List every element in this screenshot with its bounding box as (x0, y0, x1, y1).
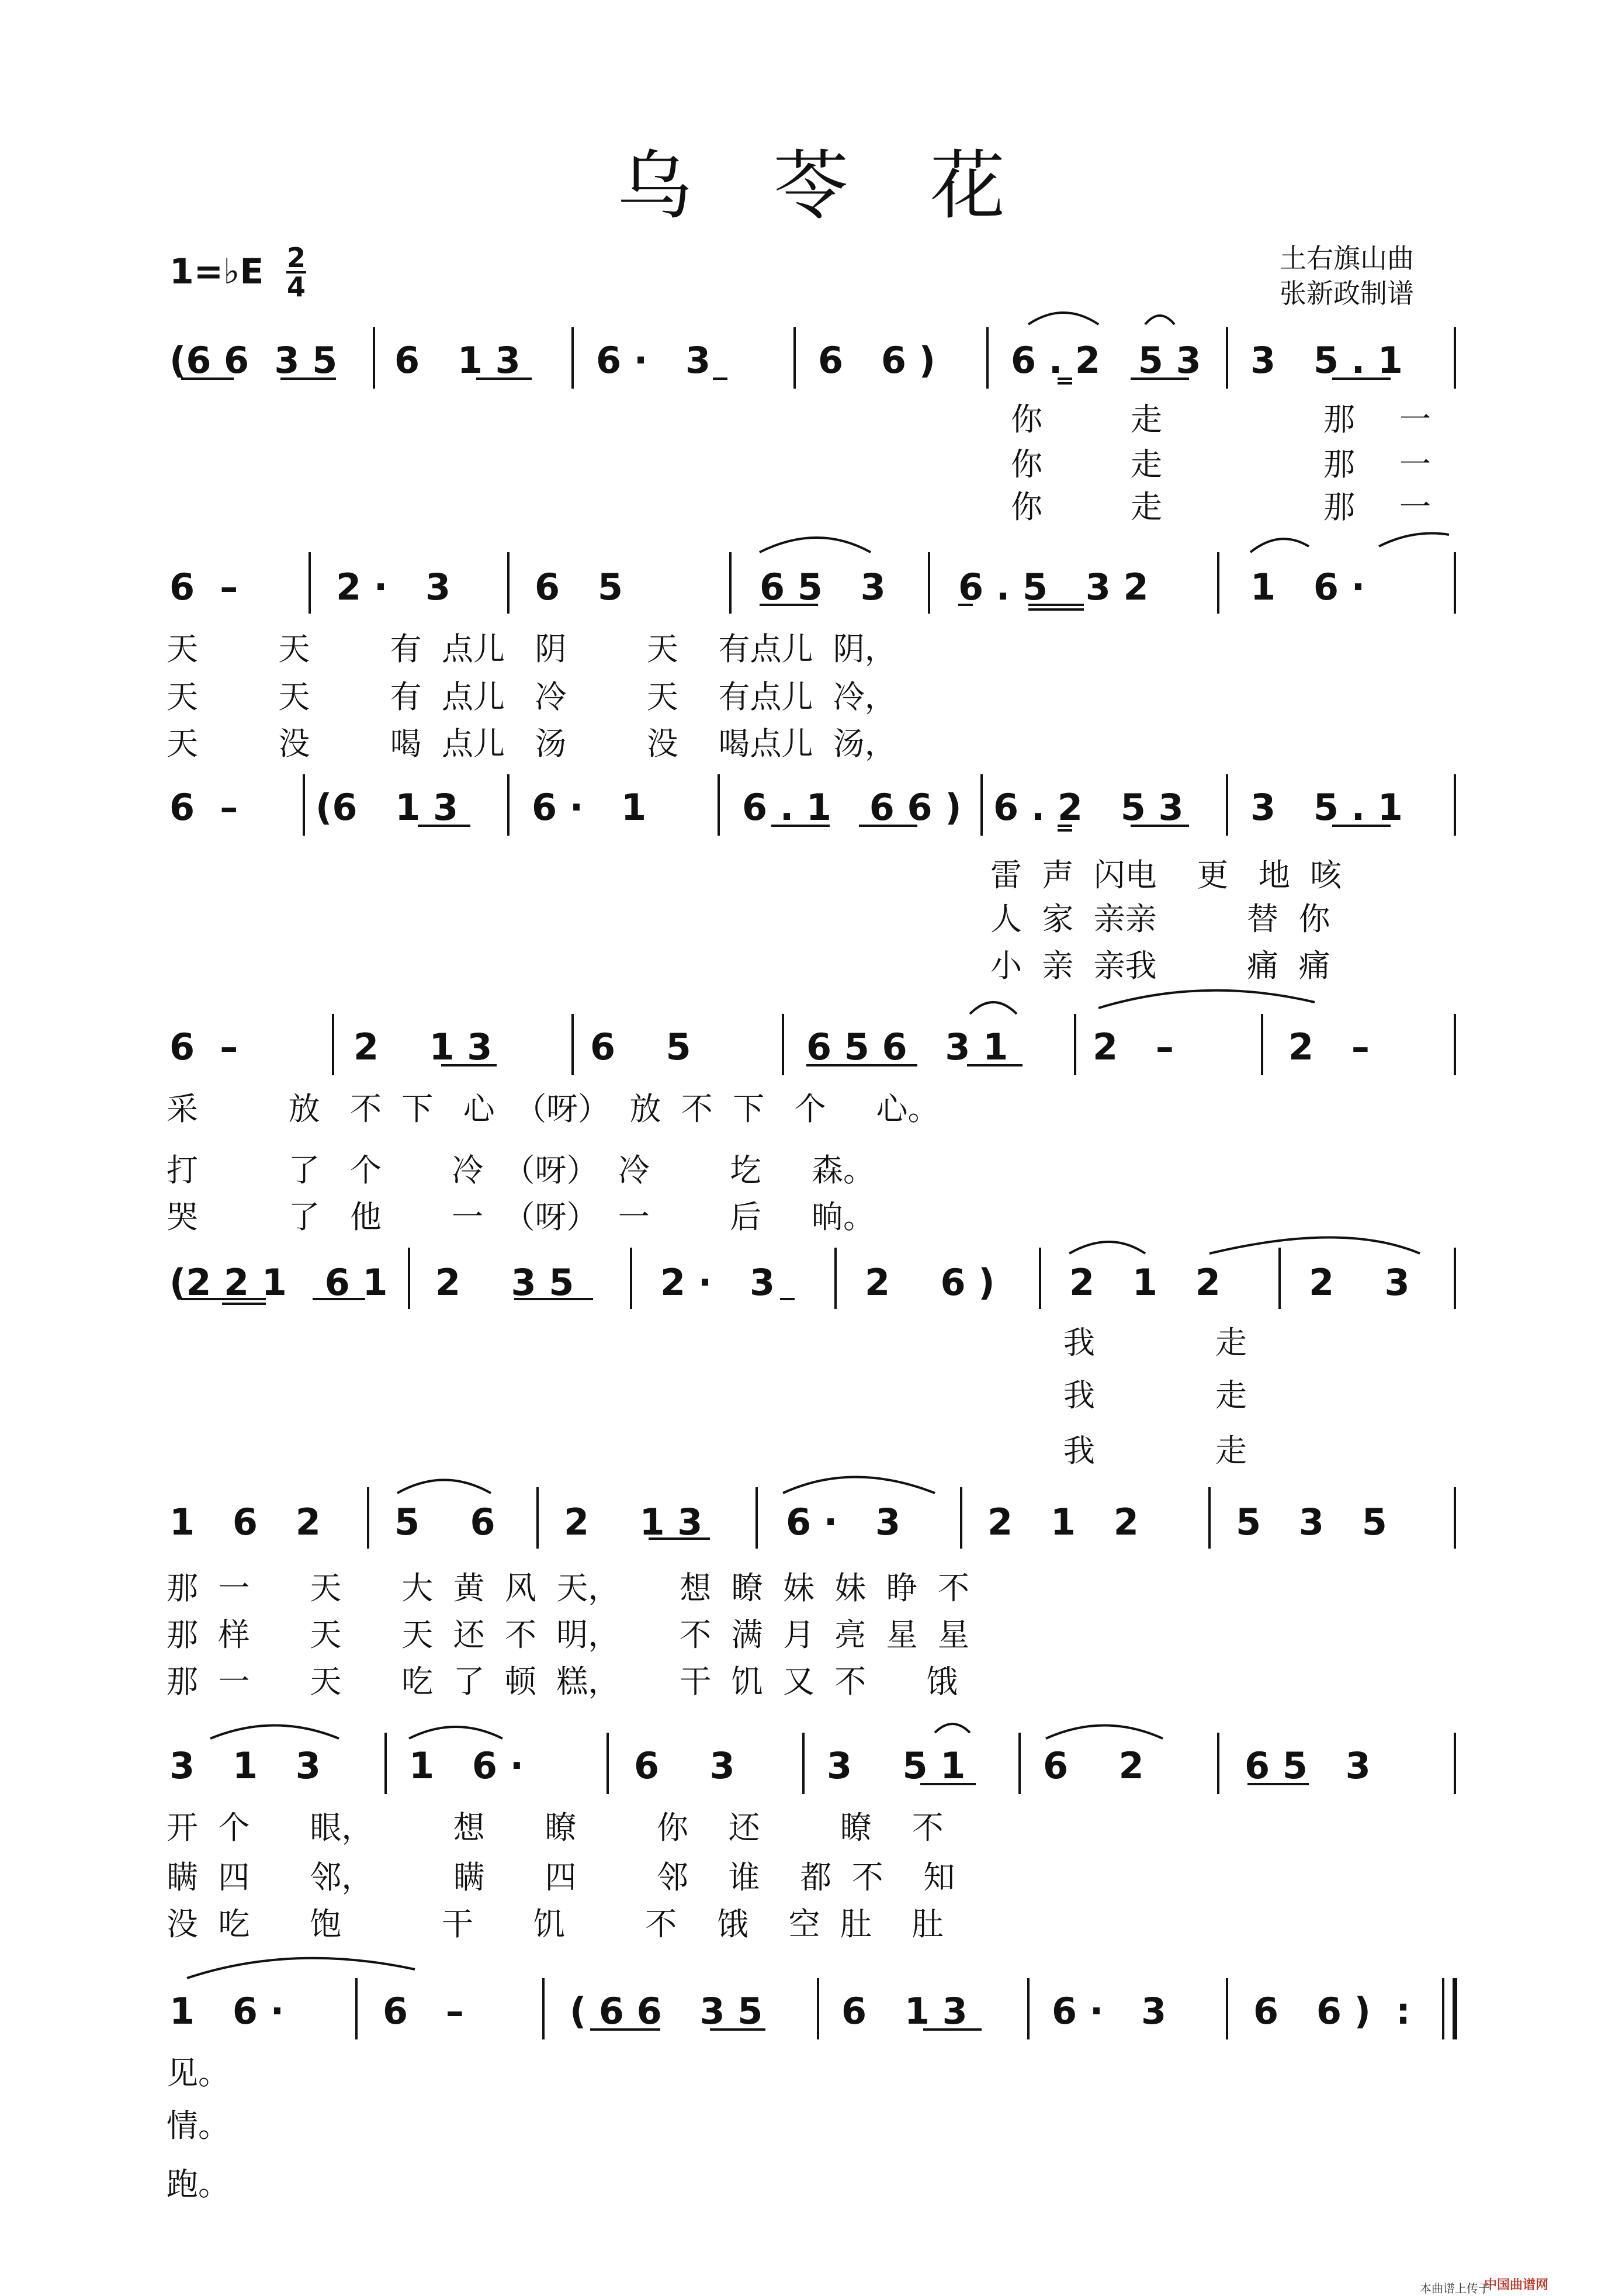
measure: 6 5 6 3 1 (806, 1026, 1008, 1068)
measure: 6 5 3 (760, 566, 886, 608)
measure: 3 5 . 1 (1250, 339, 1403, 382)
measure: 2 1 3 (353, 1026, 493, 1068)
lyric-char: 你 (1011, 489, 1042, 525)
lyric-char: 我 (1063, 1432, 1095, 1469)
measure: 2 1 2 (987, 1501, 1139, 1543)
lyric-line: 打 了 个 冷 （呀） 冷 圪 森。 (167, 1152, 875, 1189)
measure: 2 – (1093, 1026, 1174, 1068)
lyric-line: 那 一 天 大 黄 风 天， 想 瞭 妹 妹 睁 不 (167, 1570, 969, 1606)
footer-logo: 中国曲谱网 (1484, 2278, 1549, 2292)
measure: 6 5 (535, 566, 623, 608)
measure: 1 6 · (1250, 566, 1365, 608)
time-sig-upper: 2 (286, 242, 306, 273)
lyric-line: 人 家 亲亲 替 你 (990, 901, 1330, 937)
lyric-line: 开 个 眼， 想 瞭 你 还 瞭 不 (167, 1809, 944, 1846)
credit-source: 土右旗山曲 (1280, 243, 1414, 274)
lyric-char: 我 (1063, 1377, 1095, 1414)
measure: 6 – (383, 1990, 464, 2032)
lyric-char: 走 (1215, 1377, 1247, 1414)
measure: 6 . 5 3 2 (958, 566, 1149, 608)
lyric-line: 天 天 有 点儿 阴 天 有点儿 阴， (167, 631, 896, 667)
lyric-char: 一 (1399, 401, 1431, 438)
measure: 6 – (169, 786, 238, 829)
lyric-line: 哭 了 他 一 （呀） 一 后 晌。 (167, 1199, 875, 1235)
lyric-line: 天 天 有 点儿 冷 天 有点儿 冷， (167, 678, 896, 715)
time-sig-lower: 4 (286, 271, 306, 303)
measure: 6 6 ) (818, 339, 935, 382)
measure: 6 · 3 (786, 1501, 901, 1543)
lyric-char: 走 (1215, 1432, 1247, 1469)
lyric-line: 见。 (167, 2055, 230, 2091)
lyric-char: 那 (1323, 489, 1355, 525)
lyric-line: 那 样 天 天 还 不 明， 不 满 月 亮 星 星 (167, 1616, 969, 1653)
measure: 6 1 3 (394, 339, 521, 382)
title-char: 苓 (773, 143, 848, 230)
lyric-line: 跑。 (167, 2166, 230, 2203)
lyric-char: 你 (1011, 446, 1042, 483)
title-char: 花 (930, 143, 1006, 230)
lyric-char: 那 (1323, 446, 1355, 483)
measure: 3 5 1 (827, 1744, 966, 1787)
measure: 6 . 2 5 3 (993, 786, 1184, 829)
measure: 2 · 3 (660, 1261, 775, 1304)
measure: 6 5 (590, 1026, 691, 1068)
measure: (6 6 3 5 (169, 339, 338, 382)
measure: 3 1 3 (169, 1744, 321, 1787)
lyric-char: 走 (1131, 446, 1162, 483)
lyric-char: 我 (1063, 1324, 1095, 1361)
lyric-char: 走 (1131, 401, 1162, 438)
measure: 2 · 3 (336, 566, 451, 608)
measure: 6 . 1 6 6 ) (742, 786, 962, 829)
measure: 6 3 (634, 1744, 735, 1787)
measure: 2 3 (1309, 1261, 1410, 1304)
measure: 6 · 3 (1052, 1990, 1167, 2032)
lyric-char: 你 (1011, 401, 1042, 438)
measure: 6 . 2 5 3 (1011, 339, 1201, 382)
lyric-char: 一 (1399, 446, 1431, 483)
measure: 1 6 2 (169, 1501, 321, 1543)
measure: 6 6 ) : (1253, 1990, 1410, 2032)
lyric-line: 那 一 天 吃 了 顿 糕， 干 饥 又 不 饿 (167, 1663, 958, 1700)
measure: 2 1 3 (564, 1501, 703, 1543)
measure: 5 6 (394, 1501, 495, 1543)
measure: (6 1 3 (316, 786, 459, 829)
measure: 2 1 2 (1069, 1261, 1221, 1304)
measure: 6 2 (1043, 1744, 1144, 1787)
measure: 3 5 . 1 (1250, 786, 1403, 829)
lyric-char: 一 (1399, 489, 1431, 525)
measure: 5 3 5 (1236, 1501, 1387, 1543)
measure: (2 2 1 6 1 (169, 1261, 388, 1304)
measure: 1 6 · (409, 1744, 524, 1787)
measure: 6 1 3 (841, 1990, 968, 2032)
lyric-line: 小 亲 亲我 痛 痛 (990, 947, 1330, 984)
lyric-line: 瞒 四 邻， 瞒 四 邻 谁 都 不 知 (167, 1859, 955, 1896)
credit-arranger: 张新政制谱 (1280, 278, 1414, 309)
measure: 6 · 3 (596, 339, 711, 382)
lyric-line: 采 放 不 下 心 （呀） 放 不 下 个 心。 (167, 1090, 940, 1127)
measure: 6 5 3 (1245, 1744, 1371, 1787)
measure: 6 · 1 (532, 786, 647, 829)
title-char: 乌 (616, 143, 692, 230)
key-signature: 1=♭E (169, 251, 264, 292)
footer-text: 本曲谱上传于 (1420, 2281, 1490, 2295)
measure: 6 – (169, 566, 238, 608)
measure: 6 – (169, 1026, 238, 1068)
lyric-line: 天 没 喝 点儿 汤 没 喝点儿 汤， (167, 725, 896, 762)
measure: 2 – (1288, 1026, 1370, 1068)
lyric-char: 走 (1131, 489, 1162, 525)
measure: 2 3 5 (435, 1261, 574, 1304)
lyric-line: 情。 (167, 2107, 230, 2144)
lyric-char: 走 (1215, 1324, 1247, 1361)
lyric-char: 那 (1323, 401, 1355, 438)
measure: ( 6 6 3 5 (570, 1990, 763, 2032)
lyric-line: 雷 声 闪电 更 地 咳 (990, 857, 1342, 894)
measure: 1 6 · (169, 1990, 285, 2032)
measure: 2 6 ) (865, 1261, 995, 1304)
lyric-line: 没 吃 饱 干 饥 不 饿 空 肚 肚 (167, 1906, 944, 1942)
